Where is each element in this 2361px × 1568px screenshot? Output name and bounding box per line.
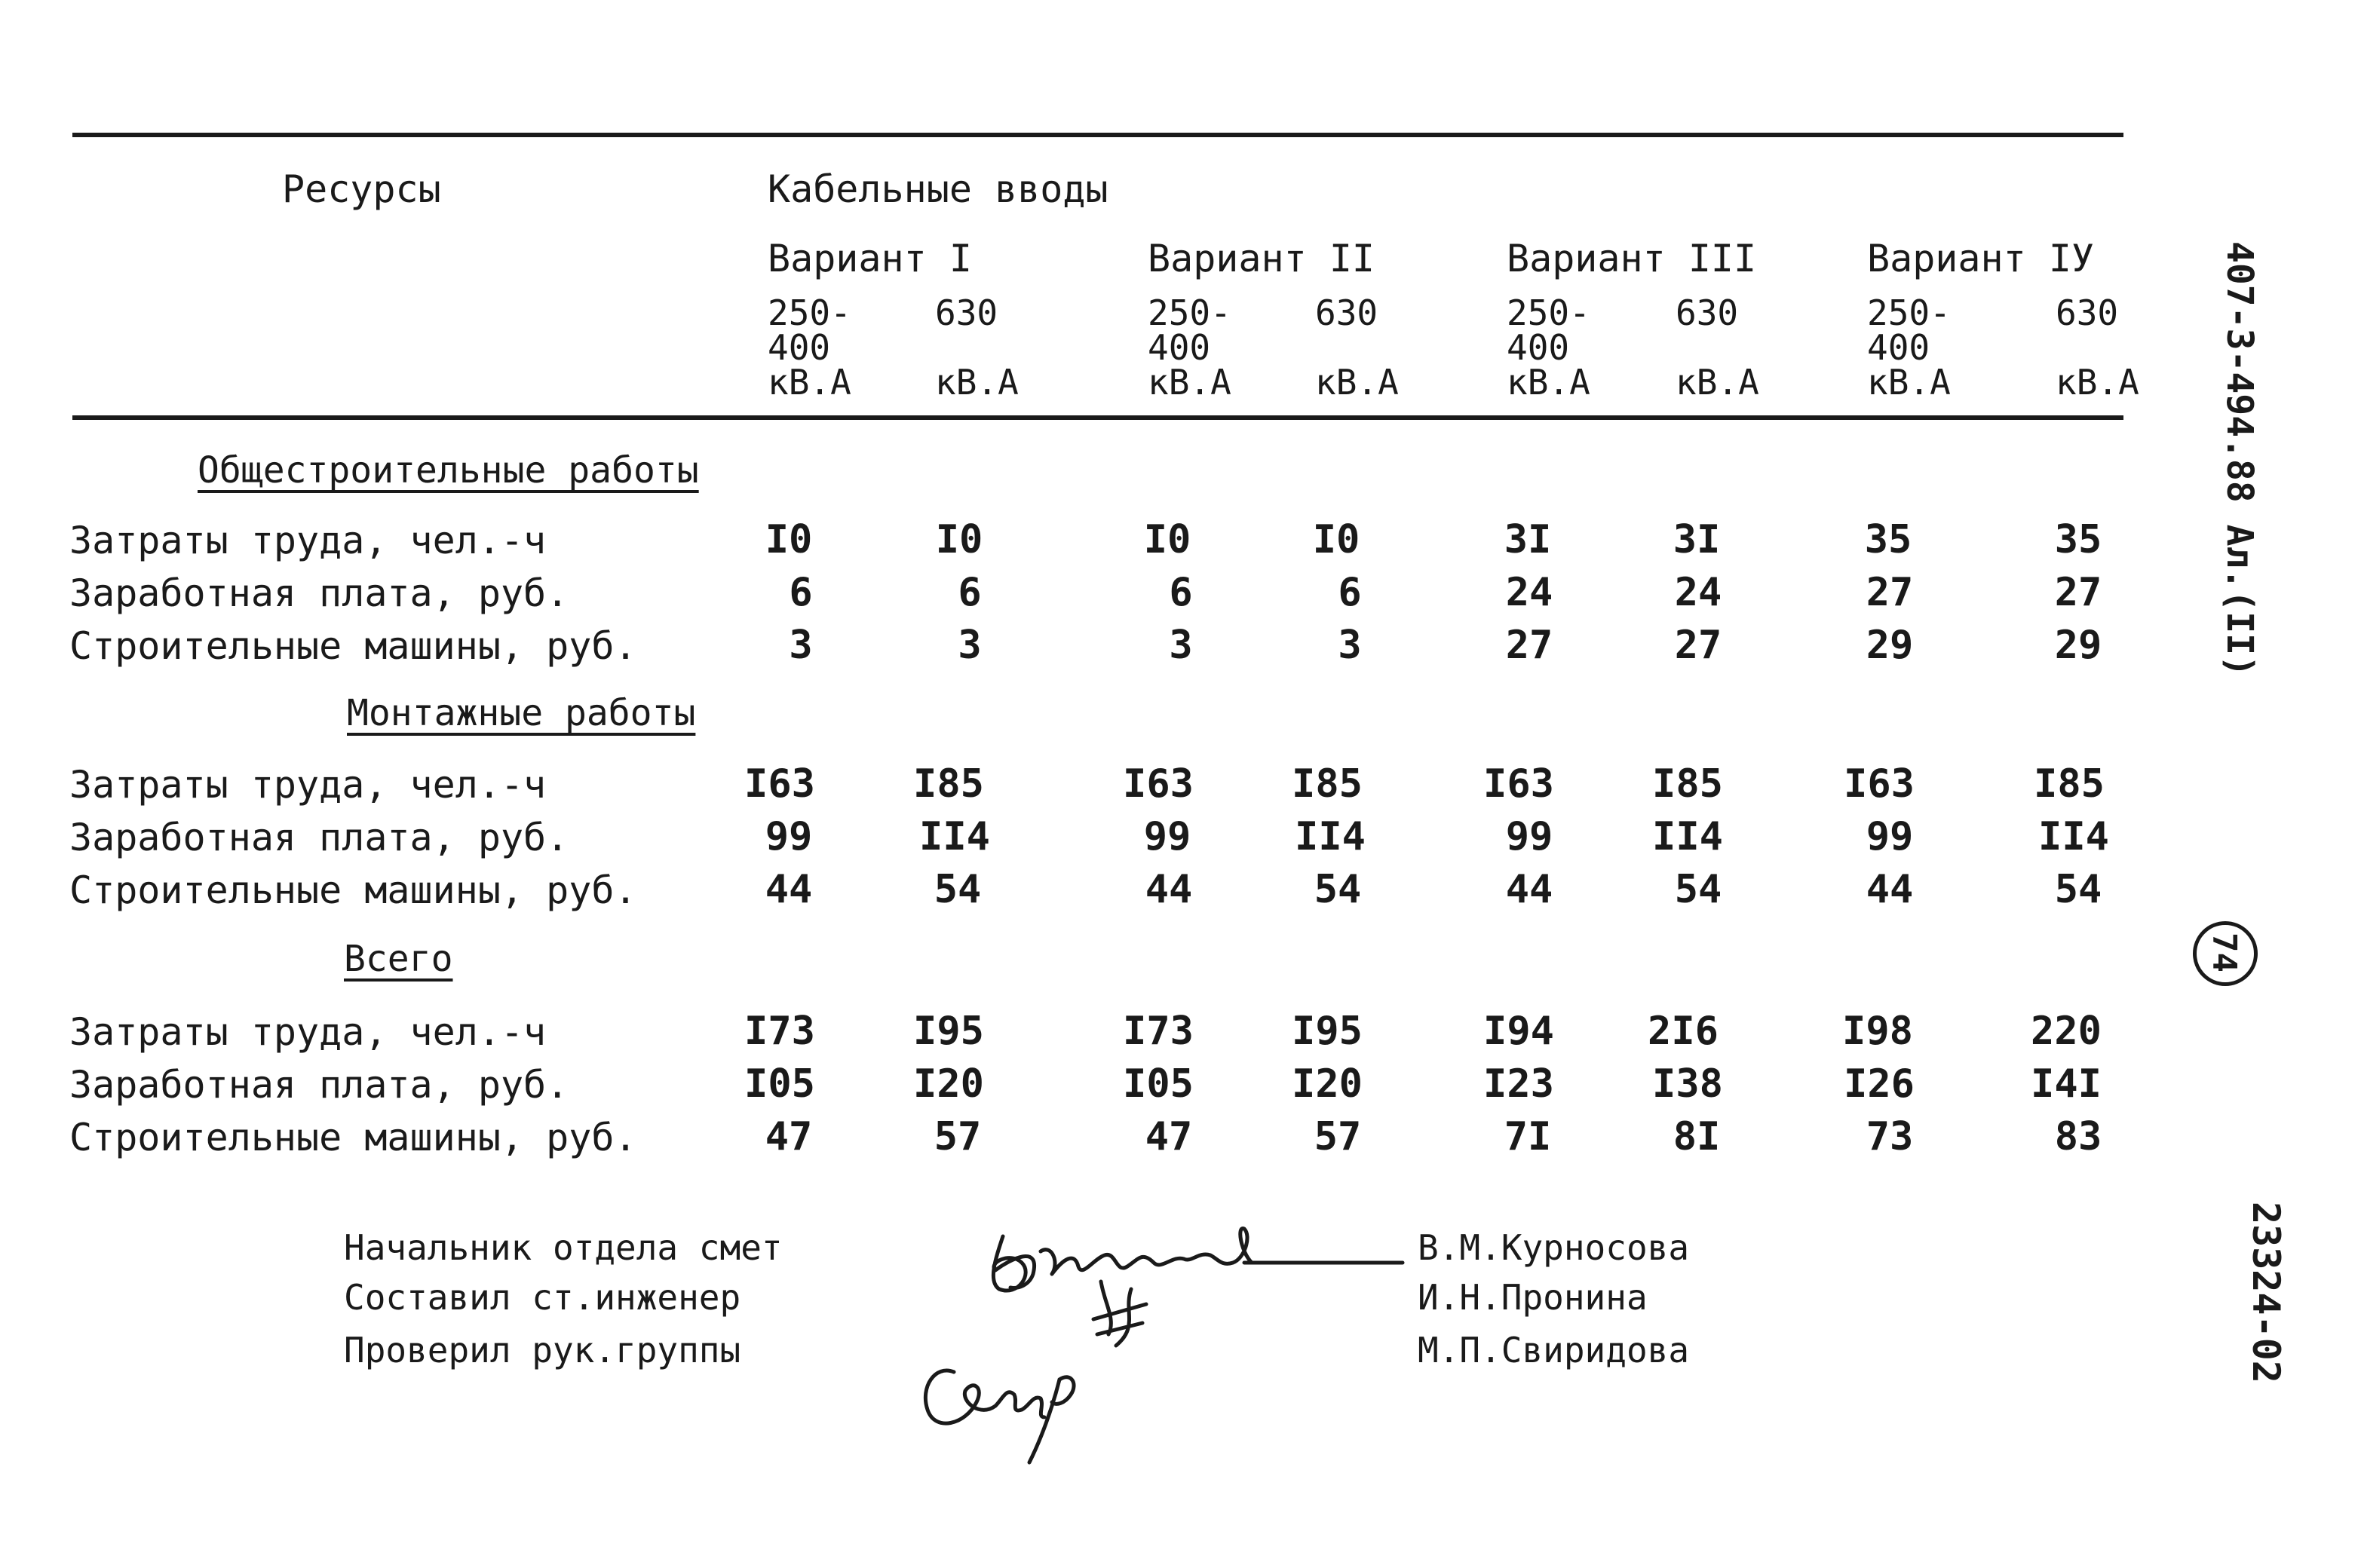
cell: I95 xyxy=(913,1009,984,1054)
cell: I20 xyxy=(1292,1061,1363,1107)
header-bottom-rule xyxy=(72,415,2123,420)
cell: 44 xyxy=(1505,867,1553,912)
row-label: Строительные машины, руб. xyxy=(69,1116,637,1159)
capacity-header xyxy=(1867,292,1951,403)
cell: 220 xyxy=(2031,1009,2102,1054)
cell: 54 xyxy=(2054,867,2102,912)
capacity-value: 250- 400 xyxy=(1148,292,1231,368)
cell: I20 xyxy=(913,1061,984,1107)
section-title-total: Всего xyxy=(344,938,453,980)
capacity-value: 250- 400 xyxy=(768,292,851,368)
cell: 6 xyxy=(789,570,813,615)
cell: 29 xyxy=(1866,623,1914,668)
cell: 3 xyxy=(789,623,813,668)
cell: 83 xyxy=(2054,1114,2102,1159)
cell: 6 xyxy=(958,570,982,615)
cell: I4I xyxy=(2031,1061,2102,1107)
cell: II4 xyxy=(2038,814,2109,859)
cell: 8I xyxy=(1673,1114,1721,1159)
capacity-value: 630 xyxy=(1676,292,1739,333)
cell: 57 xyxy=(934,1114,982,1159)
capacity-unit: кВ.А xyxy=(1676,362,1759,403)
cell: 99 xyxy=(1866,814,1914,859)
cell: 27 xyxy=(1674,623,1722,668)
capacity-unit: кВ.А xyxy=(2056,362,2139,403)
document-code: 407-3-494.88 Ал.(II) xyxy=(2218,241,2261,677)
cell: II4 xyxy=(1652,814,1723,859)
cell: I63 xyxy=(1844,761,1915,807)
capacity-unit: кВ.А xyxy=(1507,362,1590,403)
cell: I63 xyxy=(744,761,815,807)
cell: 27 xyxy=(1866,570,1914,615)
cell: I85 xyxy=(1652,761,1723,807)
cell: 47 xyxy=(1145,1114,1193,1159)
row-label: Затраты труда, чел.-ч xyxy=(69,519,547,562)
resources-header: Ресурсы xyxy=(282,167,441,211)
cell: II4 xyxy=(1295,814,1366,859)
section-title-installation: Монтажные работы xyxy=(347,692,696,734)
cell: 54 xyxy=(1674,867,1722,912)
handwritten-signatures xyxy=(890,1191,1433,1478)
capacity-unit: кВ.А xyxy=(768,362,851,403)
row-label: Заработная плата, руб. xyxy=(69,816,569,859)
cell: 7I xyxy=(1504,1114,1552,1159)
cell: 47 xyxy=(765,1114,813,1159)
row-label: Заработная плата, руб. xyxy=(69,1063,569,1107)
cell: I0 xyxy=(1312,517,1360,562)
cell: 99 xyxy=(1143,814,1191,859)
capacity-value: 250- 400 xyxy=(1507,292,1590,368)
cell: I38 xyxy=(1652,1061,1723,1107)
capacity-header xyxy=(2056,292,2139,403)
cell: I94 xyxy=(1483,1009,1554,1054)
capacity-header xyxy=(1315,292,1399,403)
cell: 6 xyxy=(1338,570,1362,615)
capacity-header xyxy=(768,292,851,403)
capacity-unit: кВ.А xyxy=(1867,362,1951,403)
cell: I73 xyxy=(744,1009,815,1054)
capacity-header xyxy=(1676,292,1759,403)
cell: 35 xyxy=(2054,517,2102,562)
cell: 99 xyxy=(765,814,813,859)
page-number-badge xyxy=(2193,921,2258,986)
cell: I85 xyxy=(913,761,984,807)
capacity-unit: кВ.А xyxy=(1315,362,1399,403)
cell: 44 xyxy=(765,867,813,912)
cell: 44 xyxy=(1866,867,1914,912)
cell: I95 xyxy=(1292,1009,1363,1054)
cell: 27 xyxy=(2054,570,2102,615)
page-number: 74 xyxy=(2205,933,2243,972)
signature-role: Начальник отдела смет xyxy=(344,1227,783,1268)
inventory-number: 23324-02 xyxy=(2244,1202,2288,1383)
cell: 73 xyxy=(1866,1114,1914,1159)
row-label: Заработная плата, руб. xyxy=(69,571,569,615)
cell: I05 xyxy=(1123,1061,1194,1107)
cell: I0 xyxy=(765,517,813,562)
cell: 99 xyxy=(1505,814,1553,859)
row-label: Затраты труда, чел.-ч xyxy=(69,763,547,807)
cell: I26 xyxy=(1844,1061,1915,1107)
capacity-header xyxy=(935,292,1019,403)
cell: 3I xyxy=(1504,517,1552,562)
cell: I85 xyxy=(1292,761,1363,807)
capacity-value: 630 xyxy=(2056,292,2119,333)
signature-name: В.М.Курносова xyxy=(1418,1227,1690,1268)
cell: 57 xyxy=(1314,1114,1362,1159)
cell: 54 xyxy=(1314,867,1362,912)
cell: 44 xyxy=(1145,867,1193,912)
cell: 3 xyxy=(958,623,982,668)
section-title-general-construction: Общестроительные работы xyxy=(198,449,699,492)
capacity-value: 630 xyxy=(1315,292,1378,333)
variant-1-header: Вариант I xyxy=(768,237,972,280)
cell: 54 xyxy=(934,867,982,912)
cell: I23 xyxy=(1483,1061,1554,1107)
cell: 29 xyxy=(2054,623,2102,668)
signature-role: Проверил рук.группы xyxy=(344,1330,741,1370)
cell: I63 xyxy=(1123,761,1194,807)
signature-role: Составил ст.инженер xyxy=(344,1277,741,1318)
cell: 24 xyxy=(1674,570,1722,615)
row-label: Затраты труда, чел.-ч xyxy=(69,1010,547,1054)
variant-3-header: Вариант III xyxy=(1507,237,1757,280)
cell: I85 xyxy=(2034,761,2105,807)
cell: 3 xyxy=(1338,623,1362,668)
variant-2-header: Вариант II xyxy=(1148,237,1375,280)
cell: 3I xyxy=(1673,517,1721,562)
signature-name: И.Н.Пронина xyxy=(1418,1277,1648,1318)
cell: 3 xyxy=(1169,623,1193,668)
cell: 2I6 xyxy=(1648,1009,1719,1054)
cell: 27 xyxy=(1505,623,1553,668)
capacity-header xyxy=(1148,292,1231,403)
cell: I73 xyxy=(1123,1009,1194,1054)
cell: I0 xyxy=(1143,517,1191,562)
row-label: Строительные машины, руб. xyxy=(69,624,637,668)
variant-4-header: Вариант IУ xyxy=(1867,237,2095,280)
cell: I98 xyxy=(1842,1009,1913,1054)
capacity-value: 250- 400 xyxy=(1867,292,1951,368)
capacity-value: 630 xyxy=(935,292,998,333)
cell: 6 xyxy=(1169,570,1193,615)
capacity-unit: кВ.А xyxy=(1148,362,1231,403)
signature-name: М.П.Свиридова xyxy=(1418,1330,1690,1370)
row-label: Строительные машины, руб. xyxy=(69,868,637,912)
cell: I63 xyxy=(1483,761,1554,807)
cell: I05 xyxy=(744,1061,815,1107)
cell: I0 xyxy=(935,517,983,562)
cell: 24 xyxy=(1505,570,1553,615)
cable-inputs-header: Кабельные вводы xyxy=(768,167,1108,211)
capacity-header xyxy=(1507,292,1590,403)
cell: 35 xyxy=(1864,517,1912,562)
top-rule xyxy=(72,133,2123,137)
cell: II4 xyxy=(919,814,990,859)
capacity-unit: кВ.А xyxy=(935,362,1019,403)
